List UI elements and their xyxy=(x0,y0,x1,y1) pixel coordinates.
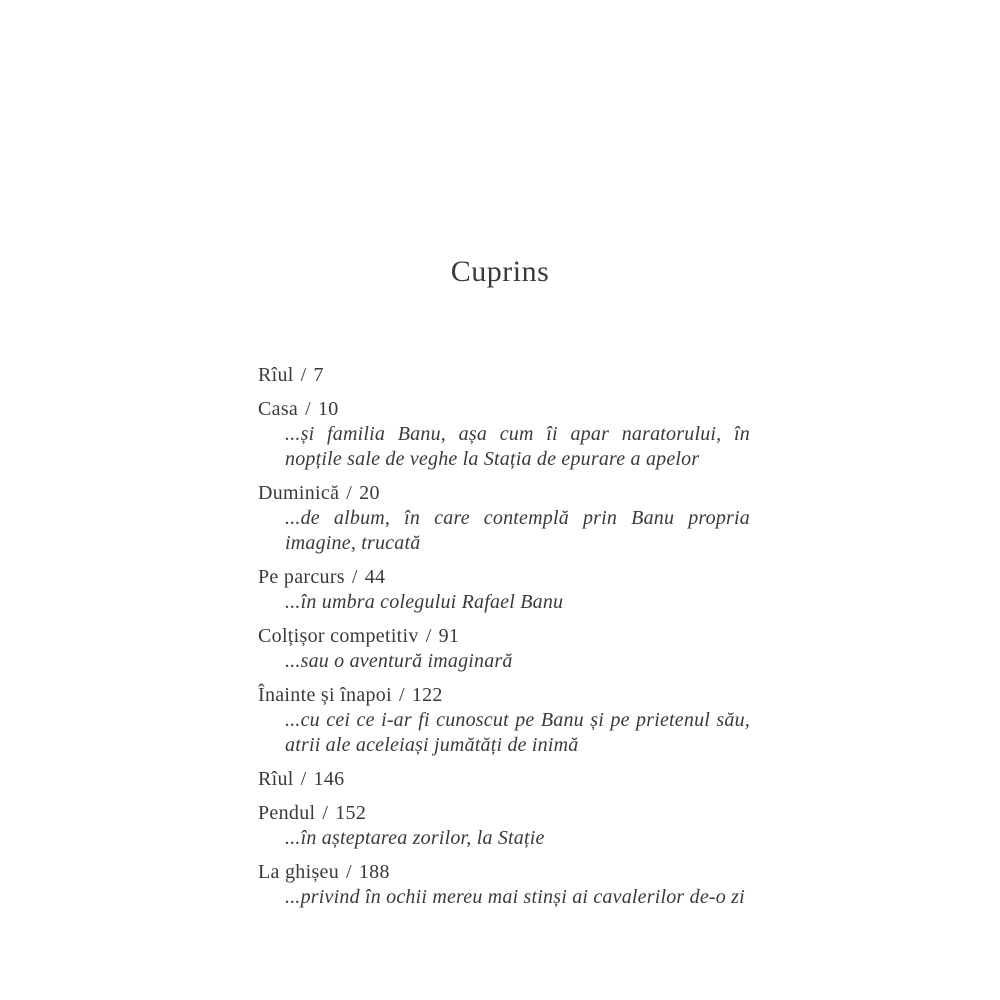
chapter-subtitle: ...cu cei ce i-ar fi cunoscut pe Banu și pe prietenul său, atrii ale aceleiași jumătăți de inimă xyxy=(285,709,750,756)
page-number: 20 xyxy=(359,482,380,504)
toc-entry xyxy=(258,481,750,556)
separator: / xyxy=(351,566,358,588)
page-title: Cuprins xyxy=(450,255,550,288)
chapter-title: Duminică xyxy=(258,482,340,504)
toc-entry xyxy=(258,397,750,472)
page-number: 152 xyxy=(335,802,367,824)
separator: / xyxy=(305,398,311,420)
toc-entry xyxy=(258,683,750,758)
toc-entry xyxy=(258,363,750,388)
toc-entry-title-line xyxy=(258,624,750,649)
separator: / xyxy=(346,861,352,883)
chapter-title: Rîul xyxy=(258,364,294,386)
page-number: 7 xyxy=(313,364,324,386)
separator: / xyxy=(425,625,432,647)
chapter-subtitle: ...în umbra colegului Rafael Banu xyxy=(285,591,564,613)
toc-entry-title-line xyxy=(258,565,750,590)
chapter-title: Colțișor competitiv xyxy=(258,625,419,647)
chapter-subtitle: ...privind în ochii mereu mai stinși ai cavalerilor de-o zi xyxy=(285,886,745,908)
chapter-title: La ghișeu xyxy=(258,861,340,883)
toc-entry-title-line xyxy=(258,481,750,506)
toc-entry-title-line xyxy=(258,801,750,826)
chapter-title: Înainte și înapoi xyxy=(258,684,392,706)
chapter-title: Casa xyxy=(258,398,299,420)
separator: / xyxy=(398,684,405,706)
chapter-subtitle: ...de album, în care contemplă prin Banu propria imagine, trucată xyxy=(285,507,750,554)
chapter-title: Pendul xyxy=(258,802,316,824)
page-number: 188 xyxy=(358,861,390,883)
toc-list xyxy=(258,363,750,919)
page-number: 10 xyxy=(317,398,339,420)
toc-entry-title-line xyxy=(258,860,750,885)
chapter-title: Rîul xyxy=(258,768,294,790)
chapter-subtitle: ...în așteptarea zorilor, la Stație xyxy=(285,827,545,849)
toc-entry xyxy=(258,860,750,910)
toc-entry xyxy=(258,767,750,792)
page-number: 146 xyxy=(313,768,345,790)
toc-entry-title-line xyxy=(258,767,750,792)
chapter-subtitle: ...sau o aventură imaginară xyxy=(285,650,513,672)
page-number: 44 xyxy=(364,566,386,588)
toc-entry-title-line xyxy=(258,397,750,422)
separator: / xyxy=(300,364,307,386)
separator: / xyxy=(346,482,353,504)
toc-entry xyxy=(258,624,750,674)
chapter-subtitle: ...și familia Banu, așa cum îi apar naratorului, în nopțile sale de veghe la Stația de epurare a apelor xyxy=(285,423,750,470)
toc-entry-title-line xyxy=(258,363,750,388)
toc-entry xyxy=(258,801,750,851)
separator: / xyxy=(322,802,329,824)
page-number: 122 xyxy=(411,684,443,706)
toc-entry-title-line xyxy=(258,683,750,708)
page-number: 91 xyxy=(438,625,460,647)
chapter-title: Pe parcurs xyxy=(258,566,345,588)
separator: / xyxy=(300,768,307,790)
toc-entry xyxy=(258,565,750,615)
